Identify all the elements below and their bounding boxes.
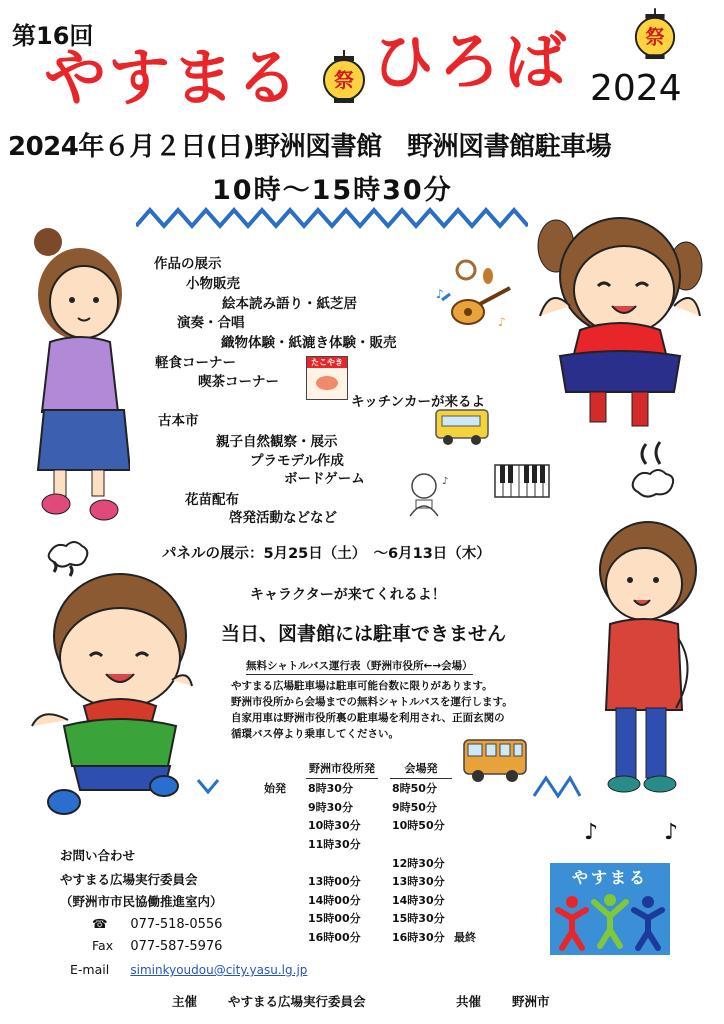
activity-item: 織物体験・紙漉き体験・販売	[221, 335, 397, 351]
email-label: E-mail	[70, 962, 110, 977]
from-city-time: 13時00分	[308, 875, 361, 889]
activity-item: 作品の展示	[154, 256, 222, 272]
character-note: キャラクターが来てくれるよ！	[250, 587, 446, 603]
svg-text:祭: 祭	[334, 68, 354, 92]
from-city-time: 10時30分	[308, 819, 361, 833]
from-venue-time: 15時30分	[392, 912, 445, 926]
from-city-time	[306, 853, 378, 872]
activity-item: 小物販売	[186, 276, 240, 292]
shuttle-description	[231, 678, 513, 742]
music-note-icon: ♪	[584, 820, 599, 845]
activity-item: 花苗配布	[185, 492, 239, 508]
activity-item: キッチンカーが来るよ	[351, 394, 486, 410]
singing-child-icon	[404, 470, 454, 518]
phone-number: 077-518-0556	[130, 917, 223, 932]
activity-item: 古本市	[158, 413, 199, 429]
from-city-time: 15時00分	[308, 912, 361, 926]
fax-row	[60, 938, 307, 962]
from-venue-time: 13時30分	[392, 875, 445, 889]
activity-item: 軽食コーナー	[155, 355, 236, 371]
puff-icon	[628, 440, 680, 504]
from-city-time: 11時30分	[308, 838, 361, 852]
activity-item: 喫茶コーナー	[198, 374, 279, 390]
fax-number: 077-587-5976	[130, 939, 223, 954]
phone-icon: ☎	[92, 916, 108, 931]
from-venue-time: 16時30分	[392, 931, 445, 945]
shuttle-title: 無料シャトルバス運行表（野洲市役所←→会場）	[246, 658, 473, 675]
lantern-icon	[320, 50, 368, 110]
activity-item: ボードゲーム	[284, 471, 365, 487]
from-city-time: 14時00分	[308, 893, 361, 907]
music-note-icon: ♪	[664, 820, 679, 845]
yasumaru-logo	[550, 863, 670, 955]
from-city-time: 9時30分	[308, 800, 353, 814]
fax-label: Fax	[92, 938, 114, 953]
boy-illustration	[24, 566, 200, 822]
activity-item: 演奏・合唱	[177, 315, 245, 331]
girl-illustration	[20, 222, 130, 522]
shuttle-line: 自家用車は野洲市役所裏の駐車場を利用され、正面玄関の	[231, 712, 505, 724]
from-city-time: 8時30分	[308, 782, 353, 796]
schedule-row	[262, 798, 492, 817]
title-yasumaru: やすまる	[44, 41, 301, 114]
contact-heading: お問い合わせ	[60, 848, 136, 863]
email-link[interactable]: siminkyoudou@city.yasu.lg.jp	[130, 963, 308, 977]
activity-item: 親子自然観察・展示	[216, 434, 338, 450]
from-venue-time: 14時30分	[392, 893, 445, 907]
from-city-time: 16時00分	[308, 931, 361, 945]
edition-label: 第16回	[12, 22, 94, 50]
svg-text:♪: ♪	[436, 287, 444, 301]
from-venue-time: 10時50分	[392, 819, 445, 833]
email-row	[60, 962, 307, 984]
event-time: 10時～15時30分	[212, 175, 453, 206]
col-city-hall: 野洲市役所発	[306, 758, 378, 779]
shuttle-line: 循環バス停より乗車してください。	[231, 728, 399, 740]
zigzag-accent	[196, 776, 220, 798]
title-hiroba: ひろば	[372, 25, 571, 98]
activity-item: プラモデル作成	[250, 453, 344, 469]
jumping-girl-illustration	[520, 206, 720, 442]
svg-text:♪: ♪	[498, 315, 506, 329]
year-label: 2024	[590, 68, 682, 109]
instruments-icon	[428, 256, 514, 336]
lantern-icon	[632, 8, 678, 66]
activity-item: 啓発活動などなど	[229, 510, 337, 526]
from-venue-time	[390, 835, 452, 854]
piano-icon	[494, 464, 550, 498]
phone-row	[60, 916, 307, 938]
from-venue-time: 8時50分	[392, 782, 437, 796]
last-label: 最終	[454, 931, 476, 945]
svg-text:祭: 祭	[645, 25, 665, 49]
zigzag-border	[136, 204, 528, 230]
zigzag-accent	[532, 772, 582, 800]
takoyaki-stand-icon	[306, 356, 348, 400]
panel-exhibit: パネルの展示：5月25日（土） ～6月13日（木）	[162, 546, 491, 562]
contact-dept: （野洲市市民協働推進室内）	[60, 894, 223, 909]
shuttle-line: 野洲市役所から会場までの無料シャトルバスを運行します。	[231, 696, 513, 708]
logo-text: やすまる	[571, 868, 648, 887]
contact-org: やすまる広場実行委員会	[60, 872, 198, 887]
from-venue-time: 9時50分	[392, 800, 437, 814]
organizer-name: やすまる広場実行委員会	[228, 994, 366, 1009]
cosponsor-name: 野洲市	[512, 994, 550, 1009]
event-date-venue: 2024年６月２日(日)野洲図書館 野洲図書館駐車場	[8, 132, 612, 162]
pointing-child-illustration	[580, 518, 710, 798]
logo-figures	[550, 888, 670, 954]
from-venue-time: 12時30分	[392, 856, 445, 870]
kitchen-car-icon	[434, 404, 492, 448]
contact-block	[60, 846, 307, 984]
schedule-row	[262, 779, 492, 798]
shuttle-line: やすまる広場駐車場は駐車可能台数に限りがあります。	[231, 680, 493, 692]
schedule-row	[262, 816, 492, 835]
cosponsor-label: 共催	[456, 994, 482, 1009]
svg-text:♪: ♪	[442, 476, 449, 487]
organizer-label: 主催	[172, 994, 198, 1009]
parking-notice: 当日、図書館には駐車できません	[221, 623, 507, 645]
takoyaki-sign: たこやき	[307, 357, 347, 368]
col-venue: 会場発	[390, 758, 452, 779]
activity-item: 絵本読み語り・紙芝居	[222, 296, 357, 312]
first-label: 始発	[264, 782, 286, 796]
